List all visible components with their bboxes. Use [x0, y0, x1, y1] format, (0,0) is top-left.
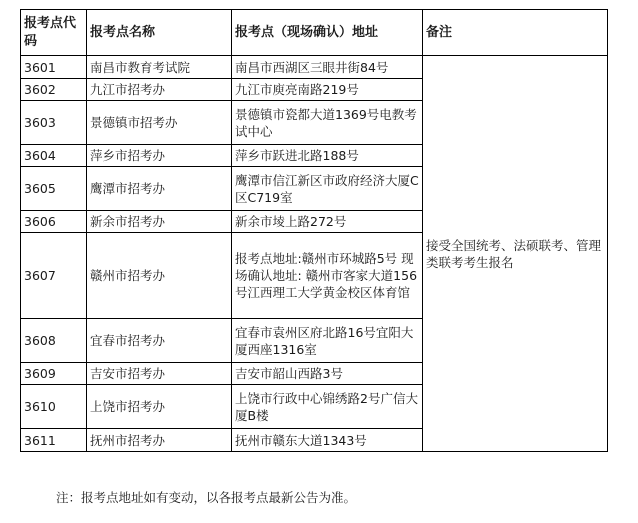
site-name: 上饶市招考办 [87, 385, 232, 429]
site-address: 抚州市赣东大道1343号 [232, 429, 423, 452]
site-name: 新余市招考办 [87, 211, 232, 233]
header-name: 报考点名称 [87, 10, 232, 56]
header-code: 报考点代码 [21, 10, 87, 56]
site-name: 九江市招考办 [87, 79, 232, 101]
site-code: 3607 [21, 233, 87, 319]
site-name: 吉安市招考办 [87, 363, 232, 385]
site-name: 景德镇市招考办 [87, 101, 232, 145]
site-address: 鹰潭市信江新区市政府经济大厦C区C719室 [232, 167, 423, 211]
site-code: 3610 [21, 385, 87, 429]
site-name: 抚州市招考办 [87, 429, 232, 452]
table-row [21, 56, 608, 79]
site-address: 景德镇市瓷都大道1369号电教考试中心 [232, 101, 423, 145]
exam-site-table [20, 9, 608, 452]
header-address: 报考点（现场确认）地址 [232, 10, 423, 56]
footnote: 注：报考点地址如有变动，以各报考点最新公告为准。 [56, 490, 357, 505]
site-code: 3606 [21, 211, 87, 233]
table-header-row [21, 10, 608, 56]
site-code: 3601 [21, 56, 87, 79]
remark-cell: 接受全国统考、法硕联考、管理类联考考生报名 [423, 56, 608, 452]
site-code: 3609 [21, 363, 87, 385]
site-address: 九江市庾亮南路219号 [232, 79, 423, 101]
site-code: 3604 [21, 145, 87, 167]
site-name: 宜春市招考办 [87, 319, 232, 363]
site-code: 3611 [21, 429, 87, 452]
site-name: 南昌市教育考试院 [87, 56, 232, 79]
site-code: 3608 [21, 319, 87, 363]
site-code: 3603 [21, 101, 87, 145]
site-address: 上饶市行政中心锦绣路2号广信大厦B楼 [232, 385, 423, 429]
site-address: 南昌市西湖区三眼井街84号 [232, 56, 423, 79]
site-address: 宜春市袁州区府北路16号宜阳大厦西座1316室 [232, 319, 423, 363]
site-name: 鹰潭市招考办 [87, 167, 232, 211]
site-name: 萍乡市招考办 [87, 145, 232, 167]
site-address: 萍乡市跃进北路188号 [232, 145, 423, 167]
site-address: 新余市堎上路272号 [232, 211, 423, 233]
site-address: 报考点地址:赣州市环城路5号 现场确认地址: 赣州市客家大道156号江西理工大学黄金校区体育馆 [232, 233, 423, 319]
site-address: 吉安市韶山西路3号 [232, 363, 423, 385]
site-name: 赣州市招考办 [87, 233, 232, 319]
site-code: 3605 [21, 167, 87, 211]
header-remark: 备注 [423, 10, 608, 56]
site-code: 3602 [21, 79, 87, 101]
